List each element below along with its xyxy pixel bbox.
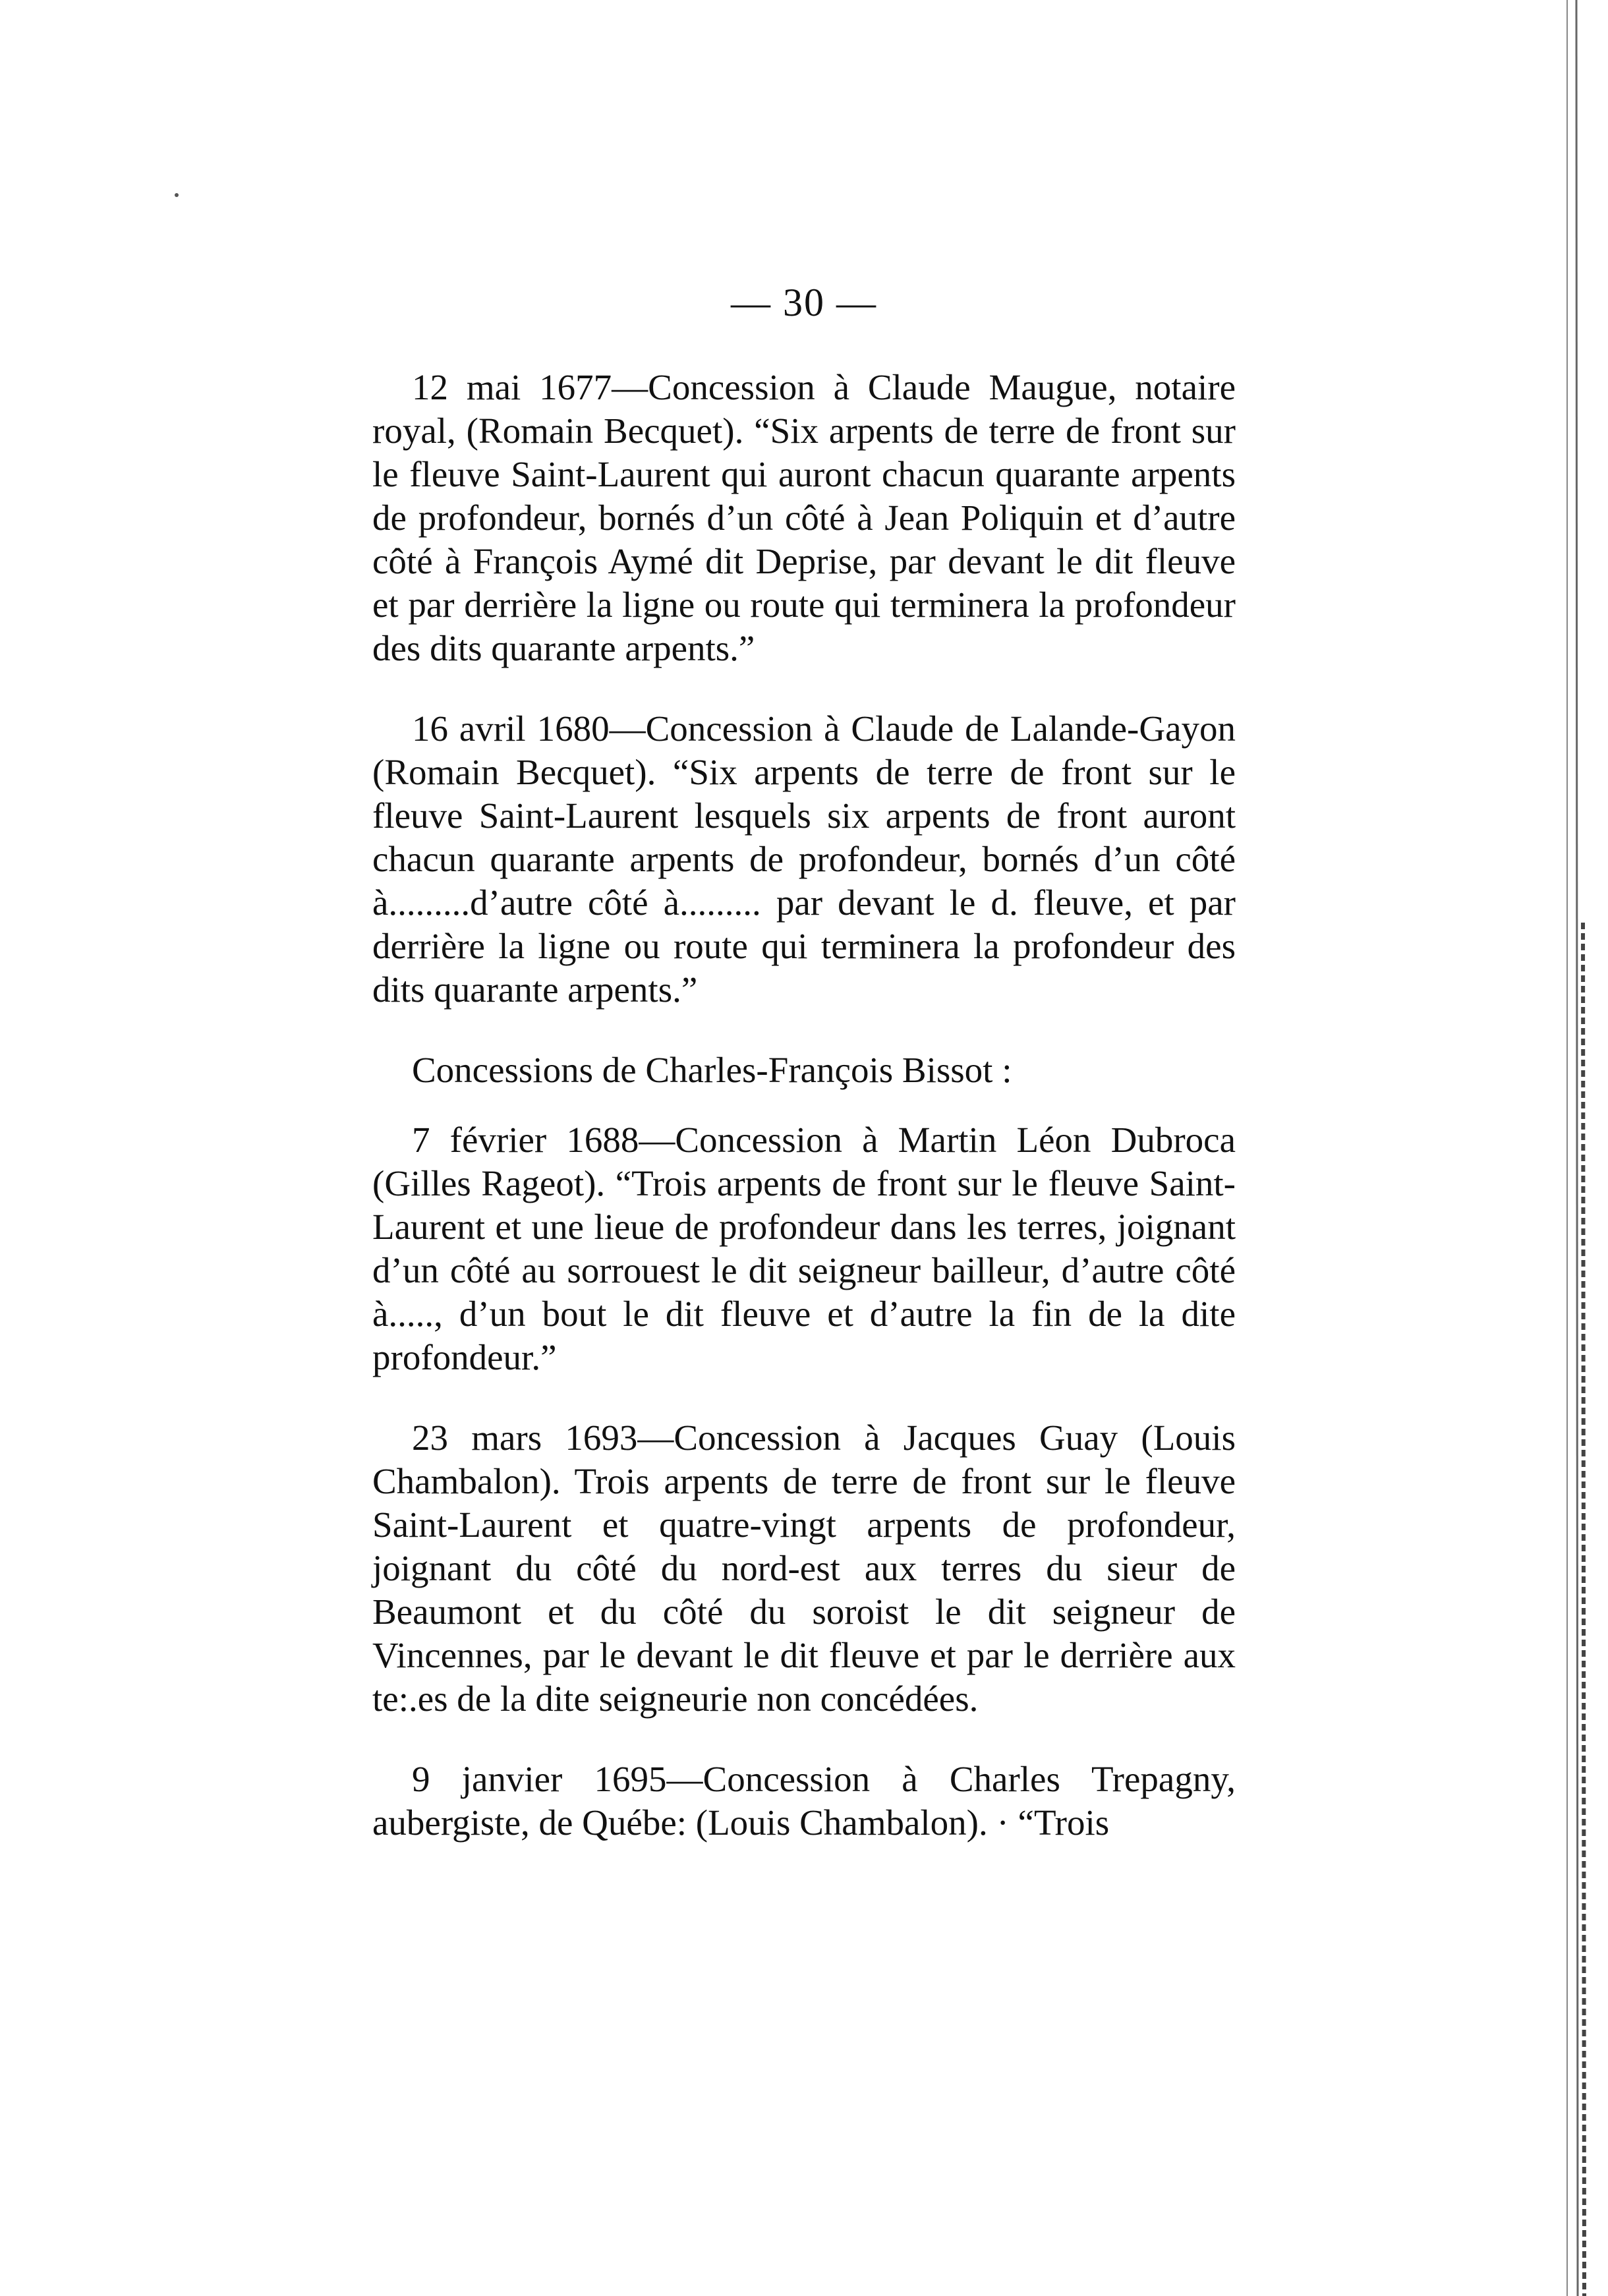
page-number: — 30 — [731, 281, 877, 324]
paragraph-section-heading: Concessions de Charles-François Bissot : [412, 1050, 1012, 1090]
paragraph-concession-1688: 7 février 1688—Concession à Martin Léon Dubroca (Gilles Rageot). “Trois arpents de front sur le fleuve Saint-Laurent et une lieue de profondeur dans les terres, joignant d’un côté au sorrouest le dit seigneur bailleur, d’autre côté à....., d’un bout le dit fleuve et d’autre la fin de la dite profondeur.” [372, 1120, 1236, 1377]
paragraph-concession-1677: 12 mai 1677—Concession à Claude Maugue, notaire royal, (Romain Becquet). “Six arpents de terre de front sur le fleuve Saint-Laurent qui auront chacun quarante arpents de profondeur, bornés d’un côté à Jean Poliquin et d’autre côté à François Aymé dit Deprise, par devant le dit fleuve et par derrière la ligne ou route qui terminera la profondeur des dits quarante arpents.” [372, 367, 1236, 668]
scan-speck [175, 193, 179, 197]
paragraph-concession-1680: 16 avril 1680—Concession à Claude de Lalande-Gayon (Romain Becquet). “Six arpents de terre de front sur le fleuve Saint-Laurent lesquels six arpents de front auront chacun quarante arpents de profondeur, bornés d’un côté à.........d’autre côté à......... par devant le d. fleuve, et par derrière la ligne ou route qui terminera la profondeur des dits quarante arpents.” [372, 708, 1236, 1010]
paragraph-concession-1695: 9 janvier 1695—Concession à Charles Trepagny, aubergiste, de Québe: (Louis Chambalon). · “Trois [372, 1759, 1236, 1843]
body-text [372, 366, 1236, 1845]
scan-edge-shadow [1562, 0, 1588, 2296]
paragraph-concession-1693: 23 mars 1693—Concession à Jacques Guay (Louis Chambalon). Trois arpents de terre de front sur le fleuve Saint-Laurent et quatre-vingt arpents de profondeur, joignant du côté du nord-est aux terres du sieur de Beaumont et du côté du soroist le dit seigneur de Vincennes, par le devant le dit fleuve et par le derrière aux te:.es de la dite seigneurie non concédées. [372, 1418, 1236, 1719]
